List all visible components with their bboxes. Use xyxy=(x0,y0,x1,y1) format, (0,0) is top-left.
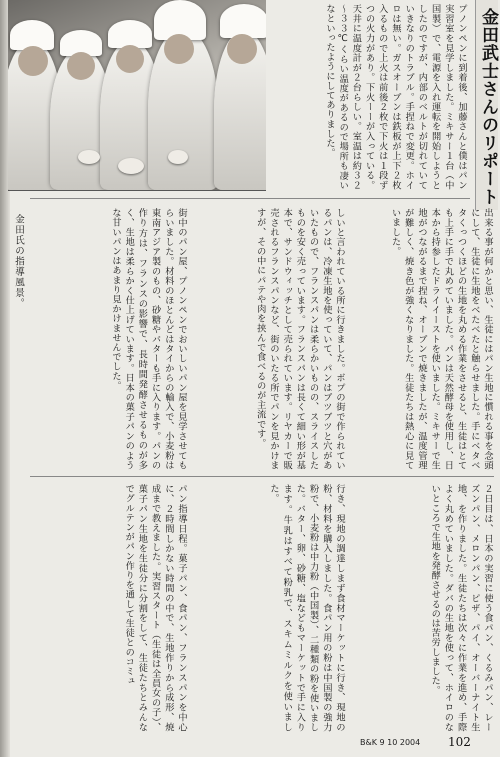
article-text-row2-left: 街中のパン屋、プノンペンでおいしいパン屋を見学させてもらいました。材料のほとんどはタイからの輸入で、小麦粉は東南アジア製のもの、砂糖やバターも手に入ります。パンの作り方は、フランスの影響で、長時間発酵させるものが多く、生地は柔らかく仕上げています。日本の菓子パンのような甘いパンはあまり見かけませんでした。 xyxy=(109,208,187,470)
photo-caption: 金田氏の指導風景。 xyxy=(13,214,24,309)
article-text-row2-mid: しいと言われている所に行きました。ボプの街で作られているパンは、冷凍生地を使っていて、パンはブツブツと穴があいたもので、フランスパンは柔らかいものの、スライスしたものを安く売っています。フランスパンは長くて細い形が基本で、サンドウィッチとして売られています。リヤカーで販売されるフランスパンなど、街のいたる所でパンを見かけますが、その中にパテや肉を挟んで食べるのが主流です。 xyxy=(254,208,345,470)
article-text-row3-left: パン指導日程。菓子パン、食パン、フランスパンを中心に、２時間しかない時間の中で、生地作りから成形、焼成まで教えました。実習スタート（生徒は全員女の子）、菓子パン生地を生徒分に分割をして、生徒たちとみんなでグルテンがパン作りを通して生徒とのコミュ xyxy=(123,484,187,732)
article-title: 金田武士さんのリポート xyxy=(478,8,498,206)
magazine-footer: B&K 9 10 2004 xyxy=(360,738,421,747)
article-photo xyxy=(8,0,266,191)
article-text-row2-right: 出来る事が何かと思い、生徒にはパン生地に慣れる事を念頭にして、生徒に生地をべたべたと触らせました。手にベタベタくっつくほどの生地を丸める作業をさせると、生徒はとても上手に手で丸めていました。パンは天然酵母を使用し、日本から持参したドライイーストを使いました。ミキサーで生地がつながるまで捏ね、オーブンで焼きましたが、温度管理が難しく、焼き色が強くなりました。生徒たちは熱心に見ていました。 xyxy=(389,208,493,470)
column-divider xyxy=(30,198,470,199)
page-number: 102 xyxy=(448,735,471,749)
column-divider xyxy=(30,476,494,477)
article-text-row3-right: ２日目は、日本の実習に使う食パン、くるみパン、レーズンパン、メロンパン、ピザ、パイ、オーバーナイト生地、を作りました。生徒たちは次々に作業を進め、手際よく丸めていました。ダバの生地を使って、ホイロのないところで生地を発酵させるのは苦労しました。 xyxy=(429,484,493,732)
article-text-row3-mid: 行き、現地の調達しまず食材マーケットに行き、現地の粉、材料を購入しました。食パン用の粉は中国製の強力粉で、小麦粉は中力粉（中国製）、二種類の粉を使いました。バター、卵、砂糖、塩などもマーケットで手に入ります。牛乳はすべて粉乳で、スキムミルクを使いました。 xyxy=(267,484,345,732)
article-text-intro: プノンペンに到着後、加藤さんと僕はパン実習室を見学しました。ミキサー１台（中国製）で、電源を入れ運転を開始しようとしたのですが、内部のベルトが切れていていきなりのトラブル。手捏ねで変更。ホイロは無い。ガスオーブンは鉄板が上下２枚入るもので上火は前後２枚で下火は１段ずつの火力があり。下火ーーが入っている。天井に温度計が２台らしい。室温は約３２～３３℃くらい温度があるので場所も凄いなといったようにしてありました。 xyxy=(323,4,467,190)
